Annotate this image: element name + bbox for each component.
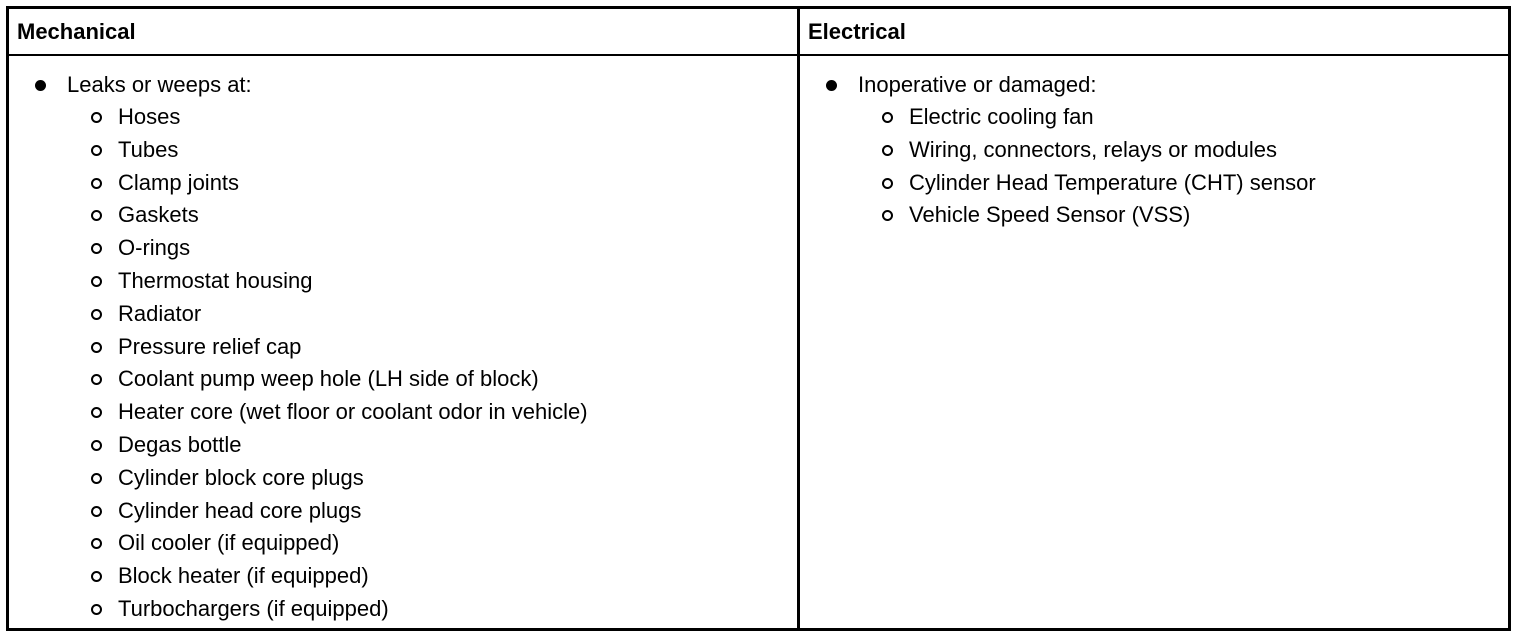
mechanical-subitem-head-core-plugs	[67, 495, 588, 528]
filled-bullet-icon	[35, 80, 46, 91]
electrical-item-inoperative	[800, 68, 1316, 232]
electrical-item-label: Inoperative or damaged:	[858, 72, 1097, 97]
open-bullet-icon	[91, 145, 102, 156]
open-bullet-icon	[91, 309, 102, 320]
subitem-label: Thermostat housing	[118, 267, 313, 293]
subitem-label: Electric cooling fan	[909, 104, 1094, 129]
subitem-label: Tubes	[118, 136, 179, 162]
subitem-label: Cylinder block core plugs	[118, 464, 364, 490]
mechanical-subitem-tubes	[67, 134, 588, 167]
subitem-label: Cylinder Head Temperature (CHT) sensor	[909, 169, 1316, 195]
electrical-body	[800, 56, 1508, 628]
mechanical-subitem-coolant-pump	[67, 363, 588, 396]
mechanical-sublist	[67, 101, 588, 626]
subitem-label: O-rings	[118, 235, 191, 261]
open-bullet-icon	[91, 342, 102, 353]
electrical-sublist	[858, 101, 1316, 232]
electrical-column	[800, 9, 1508, 628]
electrical-subitem-vss	[858, 199, 1316, 232]
mechanical-subitem-pressure-relief-cap	[67, 331, 588, 364]
electrical-list	[800, 68, 1316, 232]
open-bullet-icon	[91, 210, 102, 221]
mechanical-subitem-degas-bottle	[67, 429, 588, 462]
electrical-header: Electrical	[808, 19, 906, 44]
open-bullet-icon	[882, 145, 893, 156]
mechanical-subitem-thermostat-housing	[67, 265, 588, 298]
mechanical-subitem-heater-core	[67, 396, 588, 429]
mechanical-subitem-turbochargers	[67, 593, 588, 626]
mechanical-list	[9, 68, 588, 626]
mechanical-subitem-block-heater	[67, 560, 588, 593]
mechanical-subitem-radiator	[67, 298, 588, 331]
open-bullet-icon	[91, 374, 102, 385]
subitem-label: Block heater (if equipped)	[118, 563, 369, 589]
subitem-label: Cylinder head core plugs	[118, 497, 362, 523]
open-bullet-icon	[882, 178, 893, 189]
subitem-label: Degas bottle	[118, 431, 242, 457]
mechanical-header: Mechanical	[17, 19, 136, 44]
open-bullet-icon	[91, 538, 102, 549]
subitem-label: Pressure relief cap	[118, 333, 302, 359]
subitem-label: Wiring, connectors, relays or modules	[909, 136, 1278, 162]
open-bullet-icon	[91, 473, 102, 484]
subitem-label: Radiator	[118, 300, 202, 326]
electrical-subitem-wiring	[858, 134, 1316, 167]
open-bullet-icon	[91, 440, 102, 451]
subitem-label: Turbochargers (if equipped)	[118, 595, 389, 621]
open-bullet-icon	[91, 604, 102, 615]
mechanical-subitem-o-rings	[67, 232, 588, 265]
mechanical-subitem-clamp-joints	[67, 167, 588, 200]
mechanical-subitem-hoses	[67, 101, 588, 134]
electrical-subitem-cht-sensor	[858, 167, 1316, 200]
open-bullet-icon	[91, 506, 102, 517]
mechanical-subitem-oil-cooler	[67, 527, 588, 560]
subitem-label: Hoses	[118, 104, 181, 129]
filled-bullet-icon	[826, 80, 837, 91]
mechanical-item-leaks	[9, 68, 588, 626]
mechanical-body	[9, 56, 797, 628]
open-bullet-icon	[91, 276, 102, 287]
open-bullet-icon	[882, 112, 893, 123]
open-bullet-icon	[91, 571, 102, 582]
electrical-subitem-cooling-fan	[858, 101, 1316, 134]
mechanical-column	[9, 9, 797, 628]
open-bullet-icon	[91, 407, 102, 418]
mechanical-subitem-block-core-plugs	[67, 462, 588, 495]
subitem-label: Vehicle Speed Sensor (VSS)	[909, 202, 1191, 228]
open-bullet-icon	[91, 243, 102, 254]
subitem-label: Gaskets	[118, 202, 199, 228]
open-bullet-icon	[882, 210, 893, 221]
subitem-label: Coolant pump weep hole (LH side of block)	[118, 366, 539, 392]
open-bullet-icon	[91, 178, 102, 189]
subitem-label: Clamp joints	[118, 169, 240, 195]
mechanical-item-label: Leaks or weeps at:	[67, 72, 252, 97]
subitem-label: Heater core (wet floor or coolant odor in vehicle)	[118, 399, 588, 425]
open-bullet-icon	[91, 112, 102, 123]
subitem-label: Oil cooler (if equipped)	[118, 530, 340, 556]
symptom-table	[6, 6, 1511, 631]
mechanical-subitem-gaskets	[67, 199, 588, 232]
